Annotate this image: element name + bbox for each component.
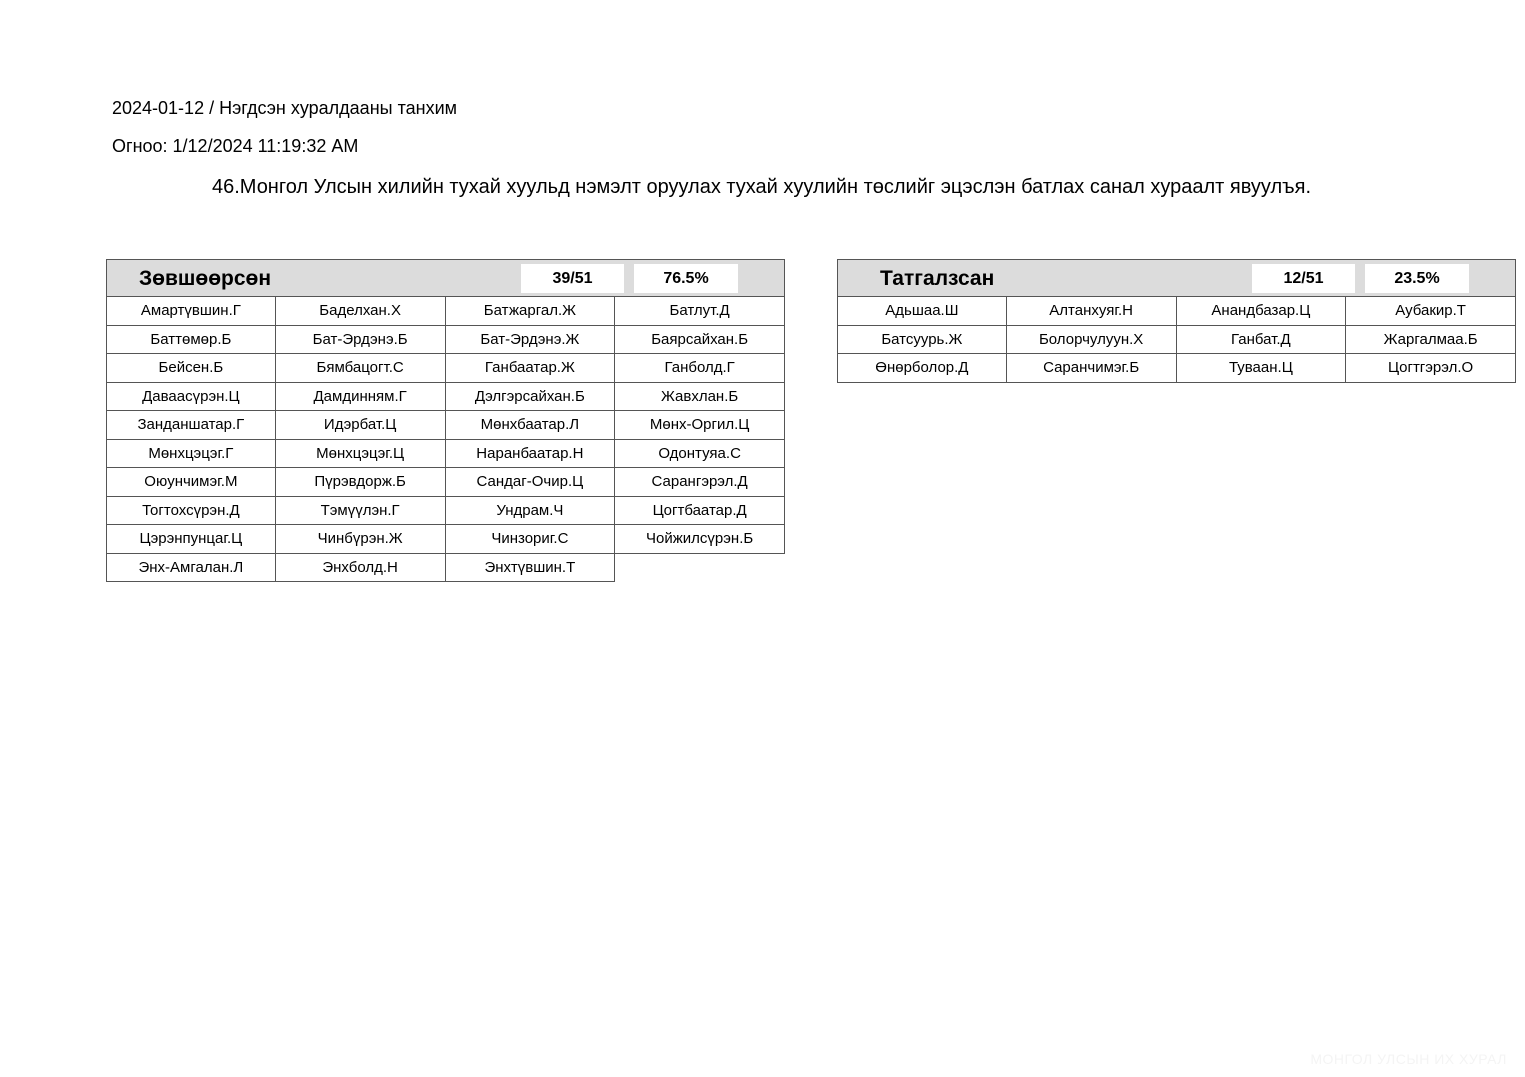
approved-header	[106, 259, 785, 297]
member-name-cell: Мөнх-Оргил.Ц	[614, 410, 785, 440]
vote-date-line: Огноо: 1/12/2024 11:19:32 AM	[112, 136, 359, 156]
watermark-text: МОНГОЛ УЛСЫН ИХ ХУРАЛ	[1310, 1051, 1507, 1067]
rejected-header	[837, 259, 1516, 297]
member-name-cell: Чинбүрэн.Ж	[275, 524, 446, 554]
member-name-cell: Бат-Эрдэнэ.Ж	[445, 325, 616, 355]
member-name-cell: Адьшаа.Ш	[837, 296, 1007, 326]
member-name-cell: Батсуурь.Ж	[837, 325, 1007, 355]
member-name-cell: Баделхан.Х	[275, 296, 446, 326]
member-name-cell: Сарангэрэл.Д	[614, 467, 785, 497]
member-name-cell: Тэмүүлэн.Г	[275, 496, 446, 526]
vote-question-title: 46.Монгол Улсын хилийн тухай хуульд нэмэлт оруулах тухай хуулийн төслийг эцэслэн батлах санал хураалт явуулъя.	[212, 176, 1312, 198]
member-name-cell: Энх-Амгалан.Л	[106, 553, 276, 583]
member-name-cell: Өнөрболор.Д	[837, 353, 1007, 383]
member-name-cell: Чойжилсүрэн.Б	[614, 524, 785, 554]
rejected-votes-panel	[837, 259, 1516, 383]
approved-names-grid	[106, 297, 785, 582]
member-name-cell: Занданшатар.Г	[106, 410, 276, 440]
member-name-cell: Ундрам.Ч	[445, 496, 616, 526]
member-name-cell: Ганболд.Г	[614, 353, 785, 383]
member-name-cell: Цэрэнпунцаг.Ц	[106, 524, 276, 554]
member-name-cell: Мөнхбаатар.Л	[445, 410, 616, 440]
member-name-cell: Энхтүвшин.Т	[445, 553, 616, 583]
member-name-cell: Дэлгэрсайхан.Б	[445, 382, 616, 412]
member-name-cell: Сандаг-Очир.Ц	[445, 467, 616, 497]
member-name-cell: Дамдинням.Г	[275, 382, 446, 412]
member-name-cell: Алтанхуяг.Н	[1006, 296, 1177, 326]
member-name-cell: Туваан.Ц	[1176, 353, 1347, 383]
approved-count: 39/51	[521, 264, 624, 293]
member-name-cell: Оюунчимэг.М	[106, 467, 276, 497]
member-name-cell: Анандбазар.Ц	[1176, 296, 1347, 326]
approved-title: Зөвшөөрсөн	[139, 267, 272, 290]
session-location-line: 2024-01-12 / Нэгдсэн хуралдааны танхим	[112, 98, 457, 118]
member-name-cell: Бямбацогт.С	[275, 353, 446, 383]
member-name-cell: Одонтуяа.С	[614, 439, 785, 469]
approved-percent: 76.5%	[634, 264, 738, 293]
rejected-percent: 23.5%	[1365, 264, 1469, 293]
member-name-cell: Ганбаатар.Ж	[445, 353, 616, 383]
member-name-cell: Цогтбаатар.Д	[614, 496, 785, 526]
member-name-cell: Наранбаатар.Н	[445, 439, 616, 469]
member-name-cell: Саранчимэг.Б	[1006, 353, 1177, 383]
member-name-cell: Идэрбат.Ц	[275, 410, 446, 440]
approved-votes-panel	[106, 259, 785, 582]
member-name-cell: Энхболд.Н	[275, 553, 446, 583]
member-name-cell: Амартүвшин.Г	[106, 296, 276, 326]
member-name-cell: Баттөмөр.Б	[106, 325, 276, 355]
member-name-cell: Болорчулуун.Х	[1006, 325, 1177, 355]
member-name-cell: Батжаргал.Ж	[445, 296, 616, 326]
member-name-cell: Жаргалмаа.Б	[1345, 325, 1516, 355]
member-name-cell: Аубакир.Т	[1345, 296, 1516, 326]
rejected-title: Татгалзсан	[880, 267, 995, 290]
member-name-cell: Мөнхцэцэг.Г	[106, 439, 276, 469]
rejected-count: 12/51	[1252, 264, 1355, 293]
member-name-cell: Пүрэвдорж.Б	[275, 467, 446, 497]
member-name-cell: Бат-Эрдэнэ.Б	[275, 325, 446, 355]
rejected-names-grid	[837, 297, 1516, 383]
member-name-cell: Тогтохсүрэн.Д	[106, 496, 276, 526]
member-name-cell: Баярсайхан.Б	[614, 325, 785, 355]
member-name-cell: Даваасүрэн.Ц	[106, 382, 276, 412]
member-name-cell: Ганбат.Д	[1176, 325, 1347, 355]
member-name-cell: Бейсен.Б	[106, 353, 276, 383]
member-name-cell: Чинзориг.С	[445, 524, 616, 554]
member-name-cell: Цогтгэрэл.О	[1345, 353, 1516, 383]
member-name-cell: Батлут.Д	[614, 296, 785, 326]
member-name-cell: Мөнхцэцэг.Ц	[275, 439, 446, 469]
member-name-cell: Жавхлан.Б	[614, 382, 785, 412]
